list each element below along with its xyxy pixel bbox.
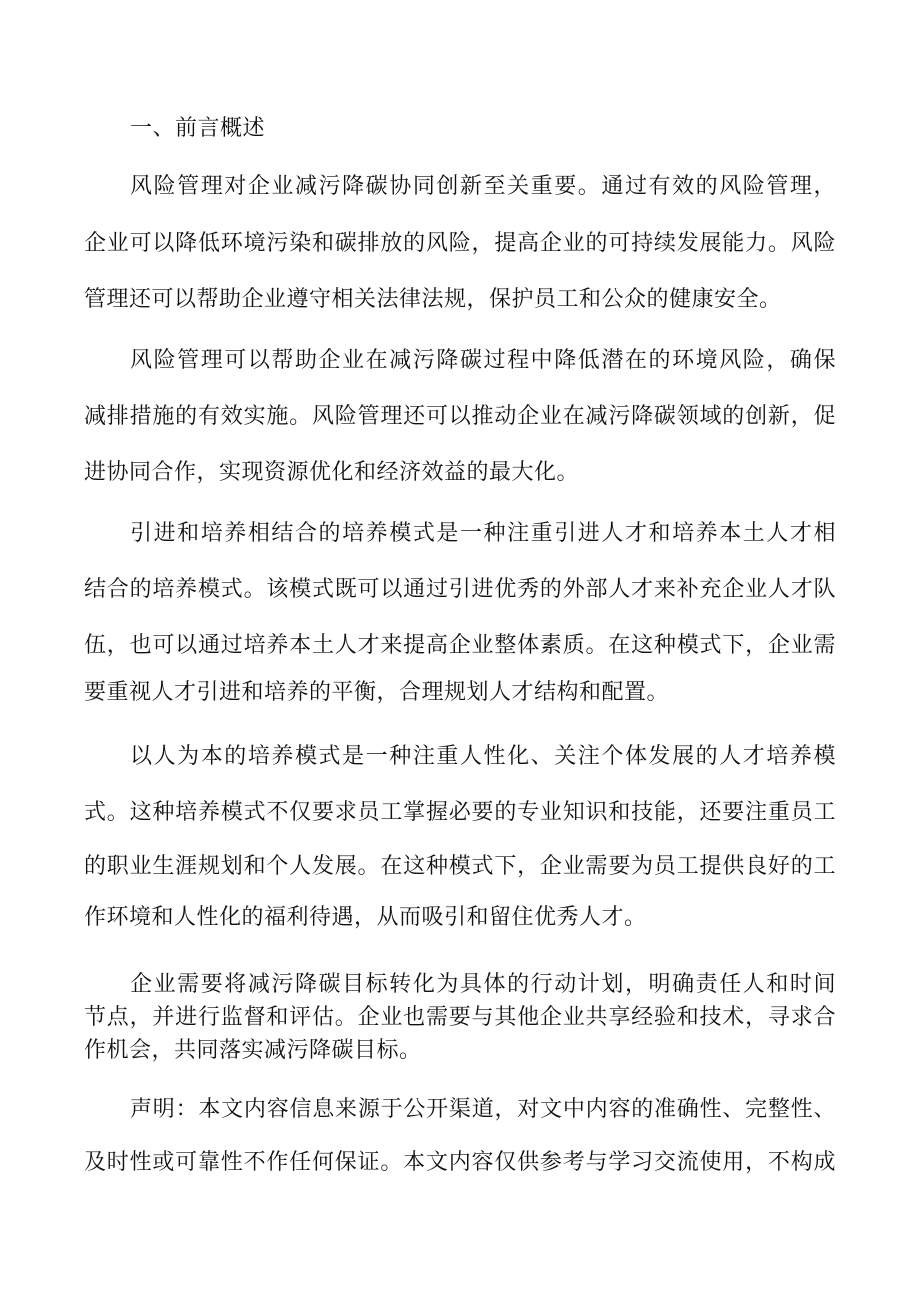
paragraph-5-line-2: 节点，并进行监督和评估。企业也需要与其他企业共享经验和技术，寻求合 xyxy=(84,1005,836,1030)
paragraph-4-line-2: 式。这种培养模式不仅要求员工掌握必要的专业知识和技能，还要注重员工 xyxy=(84,800,836,825)
disclaimer-line-1: 声明：本文内容信息来源于公开渠道，对文中内容的准确性、完整性、 xyxy=(130,1097,836,1122)
paragraph-2-line-3: 进协同合作，实现资源优化和经济效益的最大化。 xyxy=(84,460,580,485)
paragraph-2-line-1: 风险管理可以帮助企业在减污降碳过程中降低潜在的环境风险，确保 xyxy=(130,348,836,373)
paragraph-4-line-4: 作环境和人性化的福利待遇，从而吸引和留住优秀人才。 xyxy=(84,905,647,930)
paragraph-4-line-1: 以人为本的培养模式是一种注重人性化、关注个体发展的人才培养模 xyxy=(130,744,836,769)
disclaimer-line-2: 及时性或可靠性不作任何保证。本文内容仅供参考与学习交流使用，不构成 xyxy=(84,1150,836,1175)
paragraph-1-line-1: 风险管理对企业减污降碳协同创新至关重要。通过有效的风险管理， xyxy=(130,174,836,199)
paragraph-1-line-2: 企业可以降低环境污染和碳排放的风险，提高企业的可持续发展能力。风险 xyxy=(84,231,836,256)
paragraph-3-line-2: 结合的培养模式。该模式既可以通过引进优秀的外部人才来补充企业人才队 xyxy=(84,577,836,602)
paragraph-3-line-4: 要重视人才引进和培养的平衡，合理规划人才结构和配置。 xyxy=(84,680,670,705)
paragraph-3-line-3: 伍，也可以通过培养本土人才来提高企业整体素质。在这种模式下，企业需 xyxy=(84,633,836,658)
section-heading: 一、前言概述 xyxy=(130,116,266,141)
paragraph-3-line-1: 引进和培养相结合的培养模式是一种注重引进人才和培养本土人才相 xyxy=(130,521,836,546)
paragraph-4-line-3: 的职业生涯规划和个人发展。在这种模式下，企业需要为员工提供良好的工 xyxy=(84,854,836,879)
paragraph-2-line-2: 减排措施的有效实施。风险管理还可以推动企业在减污降碳领域的创新，促 xyxy=(84,404,836,429)
paragraph-5-line-3: 作机会，共同落实减污降碳目标。 xyxy=(84,1038,422,1063)
paragraph-1-line-3: 管理还可以帮助企业遵守相关法律法规，保护员工和公众的健康安全。 xyxy=(84,287,782,312)
paragraph-5-line-1: 企业需要将减污降碳目标转化为具体的行动计划，明确责任人和时间 xyxy=(130,972,836,997)
